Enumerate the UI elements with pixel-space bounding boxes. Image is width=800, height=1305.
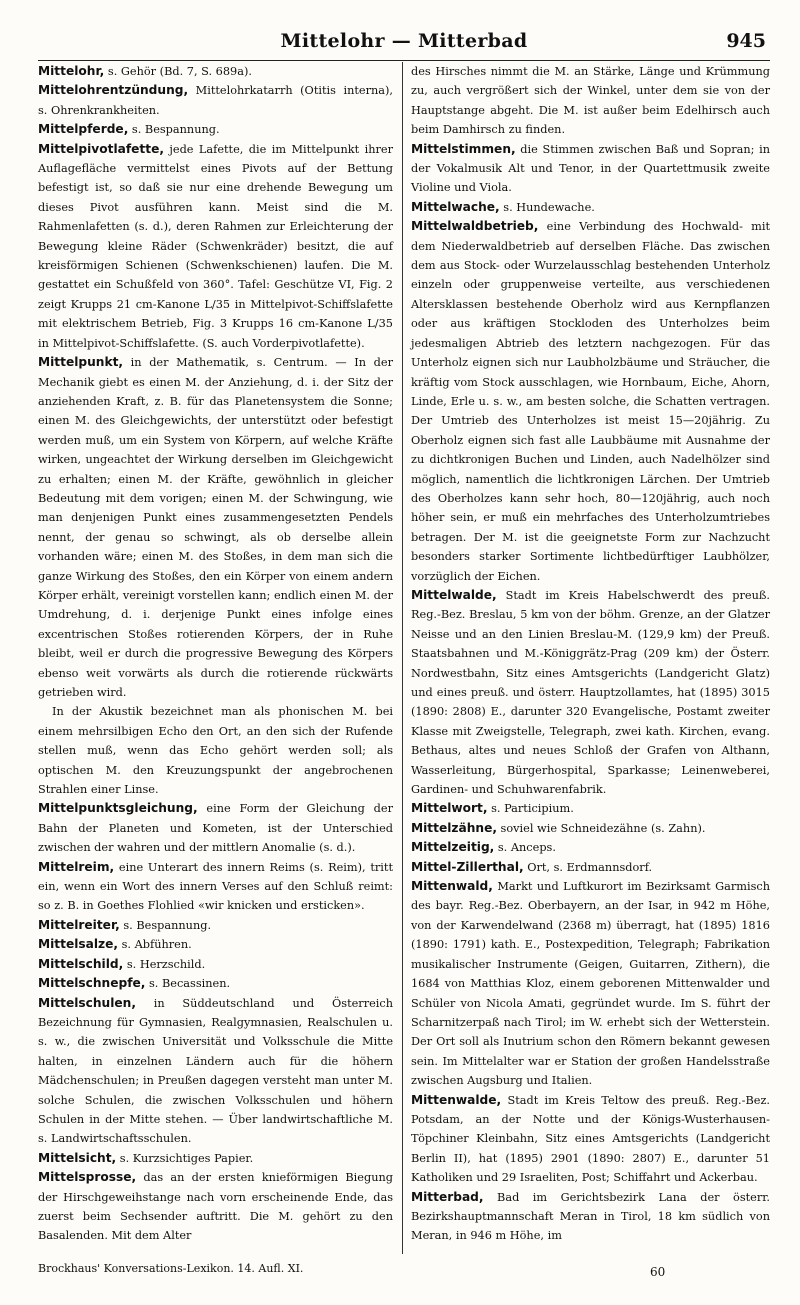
entry-text: des Hirsches nimmt die M. an Stärke, Länge und Krümmung zu, auch vergrößert sich der Winkel, unter dem sie von der Hauptstange abgeht. Die M. ist außer beim Edelhirsch auch beim Damhirsch zu finden. xyxy=(411,65,770,137)
dictionary-entry xyxy=(38,858,393,916)
dictionary-entry xyxy=(38,62,393,81)
page-footer xyxy=(38,1262,770,1284)
dictionary-entry xyxy=(411,799,770,818)
dictionary-entry xyxy=(38,1168,393,1246)
entry-text: Stadt im Kreis Habelschwerdt des preuß. Reg.-Bez. Breslau, 5 km von der böhm. Grenze, an der Glatzer Neisse und an den Linien Breslau-M. (129,9 km) der Preuß. Staatsbahnen und M.-Königgrätz-Prag (209 km) der Österr. Nordwestbahn, Sitz eines Amtsgerichts (Landgericht Glatz) und eines preuß. und österr. Hauptzollamtes, hat (1895) 3015 (1890: 2808) E., darunter 320 Evangelische, Postamt zweiter Klasse mit Zweigstelle, Telegraph, zwei kath. Kirchen, evang. Bethaus, altes und neues Schloß der Grafen von Althann, Wasserleitung, Bürgerhospital, Sparkasse; Leinenweberei, Gardinen- und Schuhwarenfabrik. xyxy=(411,588,770,797)
entry-text: soviel wie Schneidezähne (s. Zahn). xyxy=(496,821,706,835)
entry-headword: Mitterbad, xyxy=(411,1189,484,1204)
dictionary-entry xyxy=(38,955,393,974)
entry-text: die Stimmen zwischen Baß und Sopran; in der Vokalmusik Alt und Tenor, in der Quartettmusik zweite Violine und Viola. xyxy=(411,142,770,195)
dictionary-entry xyxy=(38,120,393,139)
dictionary-entry xyxy=(411,858,770,877)
entry-headword: Mittelzeitig, xyxy=(411,840,495,855)
entry-headword: Mittelreim, xyxy=(38,859,115,874)
entry-text: Stadt im Kreis Teltow des preuß. Reg.-Bez. Potsdam, an der Notte und der Königs-Wusterhausen-Töpchiner Kleinbahn, Sitz eines Amtsgerichts (Landgericht Berlin II), hat (1895) 2901 (1890: 2807) E., darunter 51 Katholiken und 29 Israeliten, Post; Schiffahrt und Ackerbau. xyxy=(411,1093,770,1185)
entry-text: s. Herzschild. xyxy=(123,957,206,971)
entry-text: Markt und Luftkurort im Bezirksamt Garmisch des bayr. Reg.-Bez. Oberbayern, an der Isar, in 942 m Höhe, von der Karwendelwand (2368 m) überragt, hat (1895) 1816 (1890: 1791) kath. E., Postexpedition, Telegraph; Fabrikation musikalischer Instrumente (Geigen, Guitarren, Zithern), die 1684 von Matthias Kloz, einem geborenen Mittenwalder und Schüler von Nicola Amati, gegründet wurde. Im S. führt der Scharnitzerpaß nach Tirol; im W. erhebt sich der Wetterstein. Der Ort soll als Inutrium schon den Römern bekannt gewesen sein. Im Mittelalter war er Station der großen Handelsstraße zwischen Augsburg und Italien. xyxy=(411,880,770,1088)
entry-headword: Mittelohrentzündung, xyxy=(38,83,189,98)
dictionary-entry xyxy=(38,1149,393,1168)
dictionary-entry xyxy=(411,217,770,586)
entry-headword: Mittenwalde, xyxy=(411,1092,502,1107)
entry-text: s. Hundewache. xyxy=(499,200,595,214)
entry-headword: Mittelpunkt, xyxy=(38,355,124,370)
entry-headword: Mittelwort, xyxy=(411,801,488,816)
page-number: 945 xyxy=(726,30,766,52)
entry-headword: Mittenwald, xyxy=(411,879,493,894)
dictionary-entry xyxy=(38,994,393,1149)
entry-text: s. Anceps. xyxy=(494,841,556,855)
entry-headword: Mittelwache, xyxy=(411,199,500,214)
entry-text: s. Bespannung. xyxy=(128,123,220,137)
entry-headword: Mittelohr, xyxy=(38,64,105,78)
entry-headword: Mittelzähne, xyxy=(411,820,497,835)
page-header xyxy=(38,30,770,60)
entry-headword: Mittel-Zillerthal, xyxy=(411,859,524,874)
entry-headword: Mittelstimmen, xyxy=(411,141,516,156)
entry-text: In der Akustik bezeichnet man als phonischen M. bei einem mehrsilbigen Echo den Ort, an den sich der Rufende stellen muß, wenn das Echo gehört werden soll; als optischen M. den Kreuzungspunkt der angebrochenen Strahlen einer Linse. xyxy=(38,705,393,797)
entry-headword: Mittelpivotlafette, xyxy=(38,141,164,156)
entry-headword: Mittelsalze, xyxy=(38,937,119,952)
entry-headword: Mittelreiter, xyxy=(38,917,120,932)
dictionary-entry xyxy=(38,702,393,799)
right-column xyxy=(411,62,770,1246)
entry-headword: Mittelwaldbetrieb, xyxy=(411,219,539,234)
entry-headword: Mittelpferde, xyxy=(38,122,129,137)
dictionary-entry xyxy=(38,916,393,935)
dictionary-entry xyxy=(38,81,393,120)
dictionary-entry xyxy=(38,353,393,702)
dictionary-entry xyxy=(411,838,770,857)
sheet-signature: 60 xyxy=(650,1265,666,1279)
entry-headword: Mittelschild, xyxy=(38,956,124,971)
dictionary-entry xyxy=(38,974,393,993)
entry-text: s. Becassinen. xyxy=(145,977,231,991)
dictionary-entry xyxy=(411,198,770,217)
entry-text: Bad im Gerichtsbezirk Lana der österr. Bezirkshauptmannschaft Meran in Tirol, 18 km südlich von Meran, in 946 m Höhe, im xyxy=(411,1190,770,1243)
entry-text: s. Gehör (Bd. 7, S. 689a). xyxy=(104,65,252,78)
entry-headword: Mittelsicht, xyxy=(38,1150,117,1165)
dictionary-entry xyxy=(411,62,770,140)
entry-text: eine Verbindung des Hochwald- mit dem Niederwaldbetrieb auf derselben Fläche. Das zwischen dem aus Stock- oder Wurzelausschlag bestehenden Unterholz einzeln oder gruppenweise verteilte, aus verschiedenen Altersklassen bestehende Oberholz wird aus Kernpflanzen oder aus kräftigen Stockloden des Unterholzes beim jedesmaligen Abtrieb des letztern nachgezogen. Für das Unterholz eignen sich nur Laubholzbäume und Sträucher, die kräftig vom Stock ausschlagen, wie Hornbaum, Eiche, Ahorn, Linde, Erle u. s. w., am besten solche, die Schatten vertragen. Der Umtrieb des Unterholzes ist meist 15—20jährig. Zu Oberholz eignen sich fast alle Laubbäume mit Ausnahme der zu dichtkronigen Buchen und Linden, auch Nadelhölzer sind möglich, namentlich die lichtkronigen Lärchen. Der Umtrieb des Oberholzes kann sehr hoch, 80—120jährig, auch noch höher sein, er muß ein mehrfaches des Unterholzumtriebes betragen. Der M. ist die geeignetste Form zur Nachzucht besonders starker Sortimente lichtbedürftiger Laubhölzer, vorzüglich der Eichen. xyxy=(411,220,770,583)
entry-text: s. Participium. xyxy=(487,802,574,816)
dictionary-entry xyxy=(411,586,770,799)
dictionary-entry xyxy=(411,1091,770,1188)
entry-headword: Mittelpunktsgleichung, xyxy=(38,801,198,816)
entry-headword: Mittelschulen, xyxy=(38,995,136,1010)
entry-text: das an der ersten knieförmigen Biegung der Hirschgeweihstange nach vorn erscheinende Ende, das zuerst beim Sechsender auftritt. Die M. gehört zu den Basalenden. Mit dem Alter xyxy=(38,1171,393,1243)
entry-text: in der Mathematik, s. Centrum. — In der Mechanik giebt es einen M. der Anziehung, d. i. der Sitz der anziehenden Kraft, z. B. für das Planetensystem die Sonne; einen M. des Gleichgewichts, der unterstützt oder befestigt werden muß, um ein System von Körpern, auf welche Kräfte wirken, ungeachtet der Wirkung derselben im Gleichgewicht zu erhalten; einen M. der Kräfte, gewöhnlich in gleicher Bedeutung mit dem vorigen; einen M. der Schwingung, wie man denjenigen Punkt eines zusammengesetzten Pendels nennt, der genau so schwingt, als ob derselbe allein vorhanden wäre; einen M. des Stoßes, in dem man sich die ganze Wirkung des Stoßes, den ein Körper von einem andern Körper erhält, vereinigt vorstellen kann; endlich einen M. der Umdrehung, d. i. derjenige Punkt eines infolge eines excentrischen Stoßes rotierenden Körpers, der in Ruhe bleibt, weil er durch die progressive Bewegung des Körpers ebenso weit vorwärts als durch die rotierende rückwärts getrieben wird. xyxy=(38,356,393,699)
entry-text: Mittelohrkatarrh (Otitis interna), s. Ohrenkrankheiten. xyxy=(38,84,393,117)
entry-text: in Süddeutschland und Österreich Bezeichnung für Gymnasien, Realgymnasien, Realschulen u. s. w., die zwischen Universität und Volksschule die Mitte halten, in einzelnen Ländern auch für die höhern Mädchenschulen; in Preußen dagegen versteht man unter M. solche Schulen, die zwischen Volksschulen und höhern Schulen in der Mitte stehen. — Über landwirtschaftliche M. s. Landwirtschaftsschulen. xyxy=(38,996,393,1146)
entry-text: eine Form der Gleichung der Bahn der Planeten und Kometen, ist der Unterschied zwischen der wahren und der mittlern Anomalie (s. d.). xyxy=(38,802,393,855)
dictionary-entry xyxy=(411,140,770,198)
entry-text: jede Lafette, die im Mittelpunkt ihrer Auflagefläche vermittelst eines Pivots auf der Bettung befestigt ist, so daß sie nur eine drehende Bewegung um dieses Pivot ausführen kann. Meist sind die M. Rahmenlafetten (s. d.), deren Rahmen zur Erleichterung der Bewegung kleine Räder (Schwenkräder) besitzt, die auf kreisförmigen Schienen (Schwenkschienen) laufen. Die M. gestattet ein Schußfeld von 360°. Tafel: Geschütze VI, Fig. 2 zeigt Krupps 21 cm-Kanone L/35 in Mittelpivot-Schiffslafette mit elektrischem Betrieb, Fig. 3 Krupps 16 cm-Kanone L/35 in Mittelpivot-Schiffslafette. (S. auch Vorderpivotlafette). xyxy=(38,142,393,350)
entry-headword: Mittelschnepfe, xyxy=(38,976,146,991)
dictionary-entry xyxy=(411,819,770,838)
running-title: Mittelohr — Mitterbad xyxy=(280,30,528,52)
dictionary-entry xyxy=(38,935,393,954)
dictionary-entry xyxy=(411,1188,770,1246)
dictionary-entry xyxy=(38,140,393,353)
entry-text: s. Abführen. xyxy=(118,938,192,952)
dictionary-entry xyxy=(38,799,393,857)
dictionary-entry xyxy=(411,877,770,1090)
column-divider xyxy=(402,62,403,1254)
header-rule xyxy=(38,60,770,61)
publication-note: Brockhaus' Konversations-Lexikon. 14. Aufl. XI. xyxy=(38,1262,304,1275)
entry-text: s. Kurzsichtiges Papier. xyxy=(116,1151,254,1165)
entry-text: s. Bespannung. xyxy=(119,918,212,932)
entry-headword: Mittelwalde, xyxy=(411,587,497,602)
entry-text: Ort, s. Erdmannsdorf. xyxy=(523,860,653,874)
entry-headword: Mittelsprosse, xyxy=(38,1170,137,1185)
left-column xyxy=(38,62,393,1246)
entry-text: eine Unterart des innern Reims (s. Reim), tritt ein, wenn ein Wort des innern Verses auf den Schluß reimt: so z. B. in Goethes Flohlied «wir knicken und ersticken». xyxy=(38,860,393,913)
